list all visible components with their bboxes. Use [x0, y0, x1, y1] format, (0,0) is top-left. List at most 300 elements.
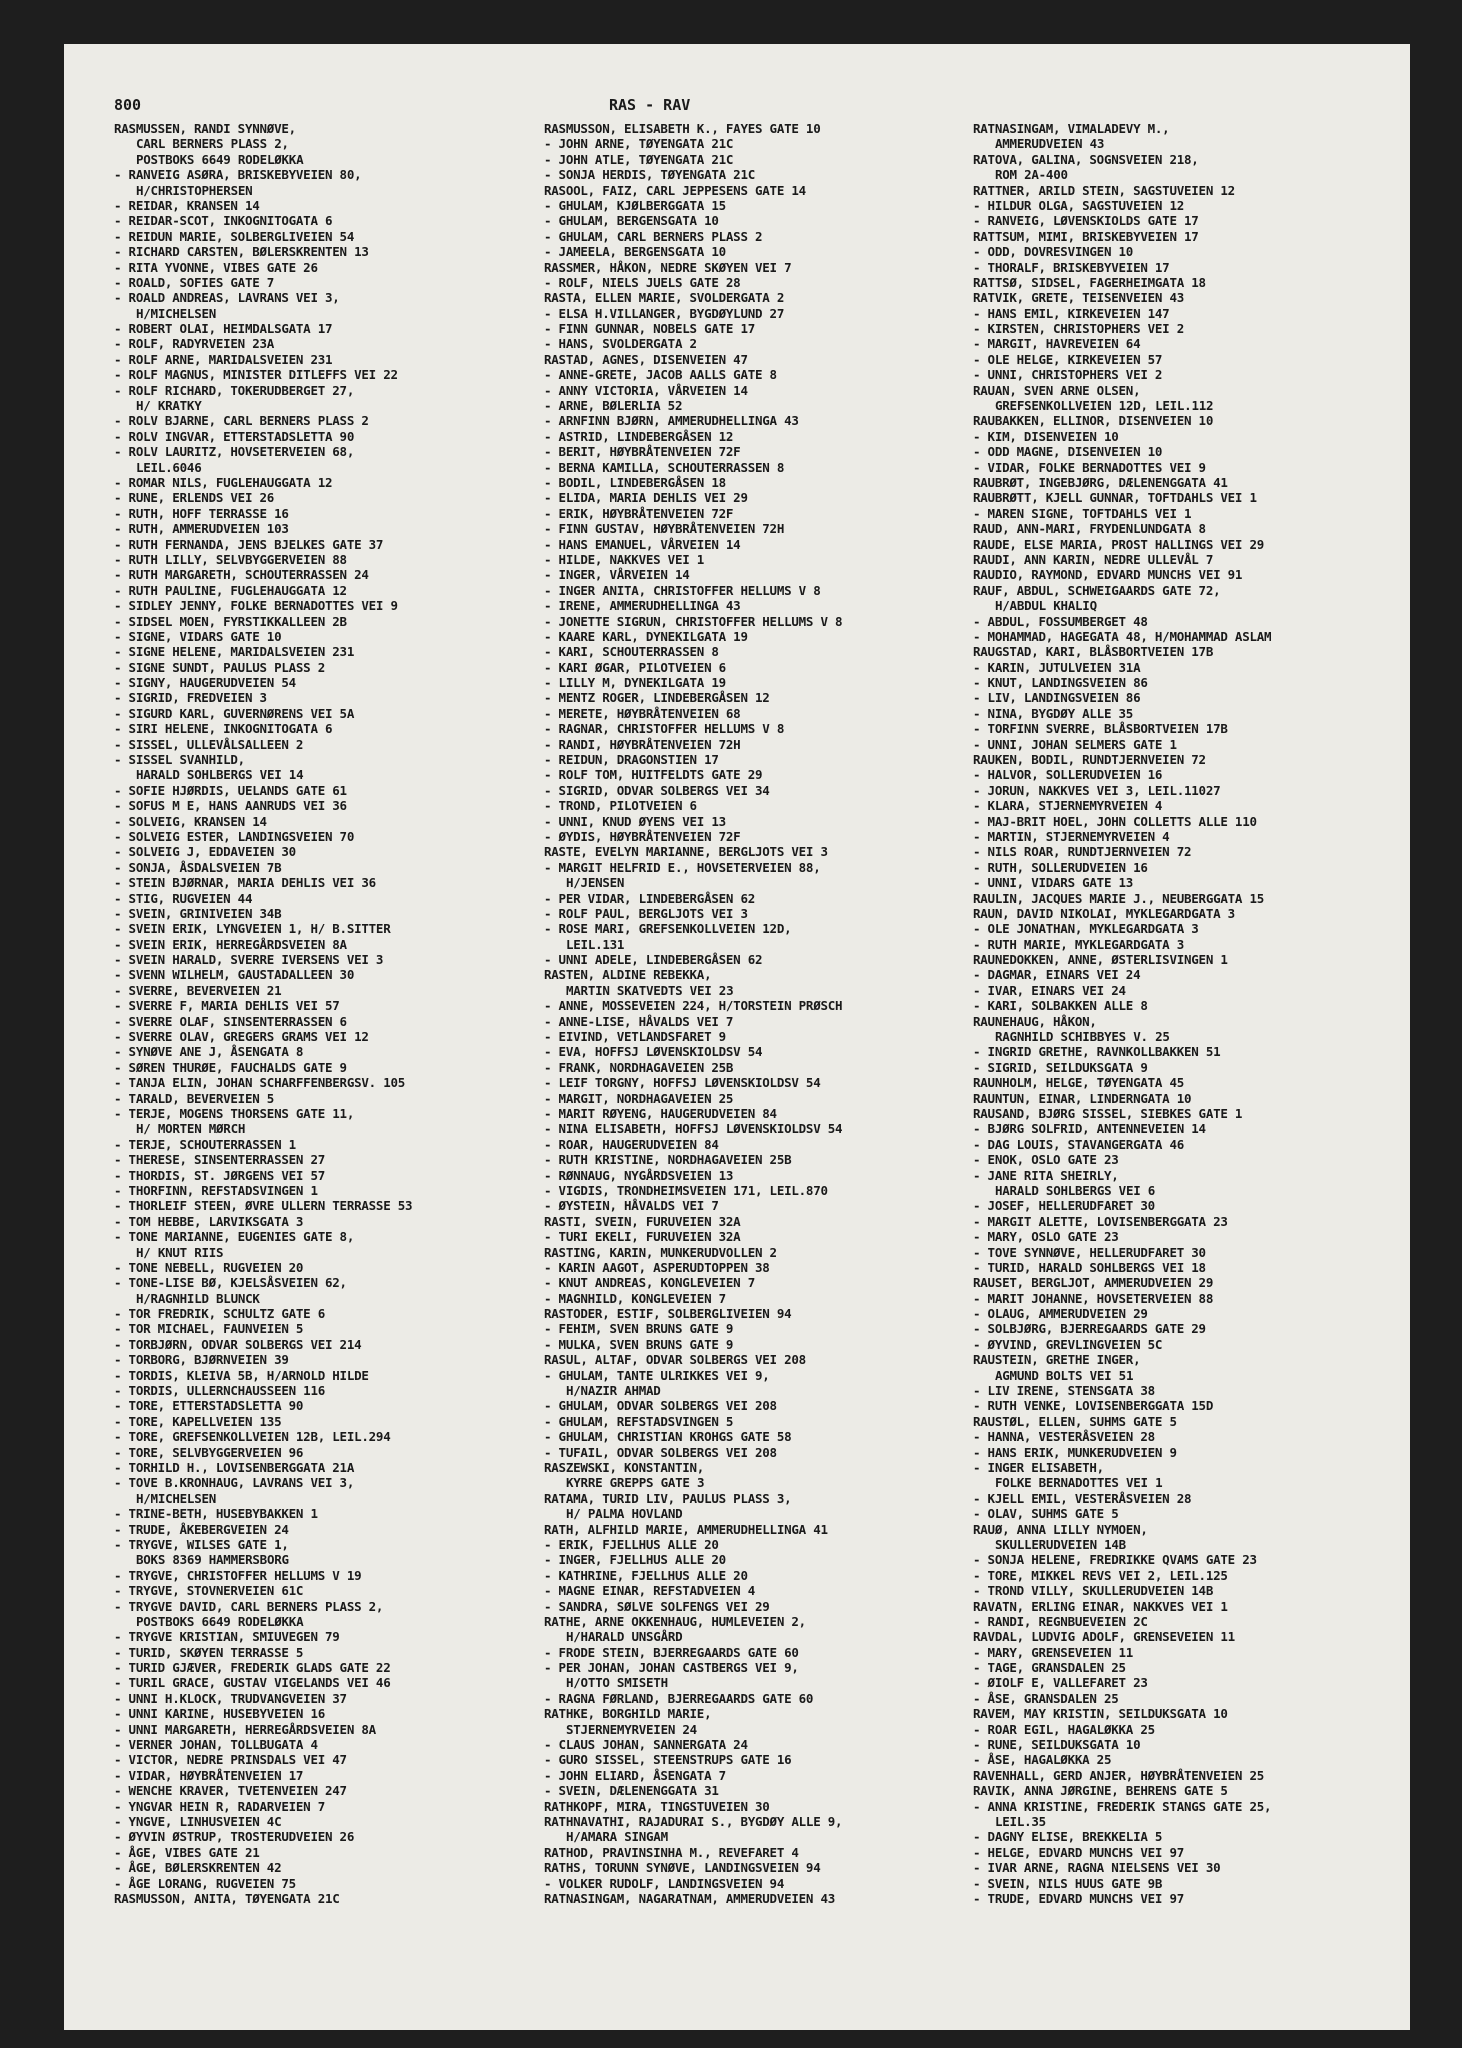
directory-entry: - ROLF MAGNUS, MINISTER DITLEFFS VEI 22 [114, 367, 398, 383]
directory-entry: - VIGDIS, TRONDHEIMSVEIEN 171, LEIL.870 [544, 1182, 828, 1198]
directory-entry: RASTA, ELLEN MARIE, SVOLDERGATA 2 [544, 290, 785, 306]
directory-entry: - GHULAM, KJØLBERGGATA 15 [544, 197, 726, 213]
directory-entry: - TORFINN SVERRE, BLÅSBORTVEIEN 17B [973, 721, 1228, 737]
directory-entry: - MARY, GRENSEVEIEN 11 [973, 1644, 1134, 1660]
directory-entry: - ODD, DOVRESVINGEN 10 [973, 244, 1134, 260]
directory-entry: - KARI ØGAR, PILOTVEIEN 6 [544, 659, 726, 675]
directory-entry: - HELGE, EDVARD MUNCHS VEI 97 [973, 1844, 1184, 1860]
directory-entry: - SØREN THURØE, FAUCHALDS GATE 9 [114, 1059, 347, 1075]
directory-entry: - SVEIN, NILS HUUS GATE 9B [973, 1875, 1163, 1891]
directory-entry: - THORALF, BRISKEBYVEIEN 17 [973, 259, 1170, 275]
directory-entry: - VERNER JOHAN, TOLLBUGATA 4 [114, 1737, 318, 1753]
directory-entry: RAUDIO, RAYMOND, EDVARD MUNCHS VEI 91 [973, 567, 1243, 583]
directory-entry: RAUNHOLM, HELGE, TØYENGATA 45 [973, 1075, 1184, 1091]
directory-entry: - ÅSE, HAGALØKKA 25 [973, 1752, 1112, 1768]
directory-entry: RAUSET, BERGLJOT, AMMERUDVEIEN 29 [973, 1275, 1214, 1291]
directory-entry: - TRYGVE, CHRISTOFFER HELLUMS V 19 [114, 1567, 362, 1583]
directory-entry: RASUL, ALTAF, ODVAR SOLBERGS VEI 208 [544, 1352, 806, 1368]
directory-entry: - UNNI MARGARETH, HERREGÅRDSVEIEN 8A [114, 1721, 376, 1737]
directory-entry: - INGER ANITA, CHRISTOFFER HELLUMS V 8 [544, 582, 821, 598]
directory-entry: - HILDUR OLGA, SAGSTUVEIEN 12 [973, 197, 1184, 213]
directory-entry: - MULKA, SVEN BRUNS GATE 9 [544, 1336, 734, 1352]
directory-entry: - MAGNHILD, KONGLEVEIEN 7 [544, 1290, 726, 1306]
directory-entry: RASMUSSON, ELISABETH K., FAYES GATE 10 [544, 121, 821, 136]
directory-entry: - SIGRID, ODVAR SOLBERGS VEI 34 [544, 782, 770, 798]
directory-entry: - THORLEIF STEEN, ØVRE ULLERN TERRASSE 53 [114, 1198, 413, 1214]
directory-entry: - SOLVEIG ESTER, LANDINGSVEIEN 70 [114, 828, 355, 844]
directory-entry: - FINN GUSTAV, HØYBRÅTENVEIEN 72H [544, 521, 785, 537]
directory-entry: - KNUT, LANDINGSVEIEN 86 [973, 675, 1148, 691]
directory-entry: - SANDRA, SØLVE SOLFENGS VEI 29 [544, 1598, 770, 1614]
directory-entry: H/ABDUL KHALIQ [995, 598, 1097, 614]
directory-entry: - LIV IRENE, STENSGATA 38 [973, 1383, 1155, 1399]
directory-entry: - STIG, RUGVEIEN 44 [114, 890, 253, 906]
directory-entry: - MARTIN, STJERNEMYRVEIEN 4 [973, 828, 1170, 844]
directory-entry: - FRANK, NORDHAGAVEIEN 25B [544, 1059, 734, 1075]
directory-entry: RAUF, ABDUL, SCHWEIGAARDS GATE 72, [973, 582, 1221, 598]
directory-entry: - ROLV INGVAR, ETTERSTADSLETTA 90 [114, 428, 355, 444]
directory-entry: - TORBORG, BJØRNVEIEN 39 [114, 1352, 289, 1368]
directory-entry: - DAGNY ELISE, BREKKELIA 5 [973, 1829, 1163, 1845]
directory-entry: RAVEM, MAY KRISTIN, SEILDUKSGATA 10 [973, 1706, 1228, 1722]
directory-entry: RATTNER, ARILD STEIN, SAGSTUVEIEN 12 [973, 182, 1235, 198]
directory-entry: - KLARA, STJERNEMYRVEIEN 4 [973, 798, 1163, 814]
directory-entry: - IRENE, AMMERUDHELLINGA 43 [544, 598, 741, 614]
directory-entry: - OLE HELGE, KIRKEVEIEN 57 [973, 351, 1163, 367]
directory-entry: RASMUSSEN, RANDI SYNNØVE, [114, 121, 296, 136]
directory-entry: - JORUN, NAKKVES VEI 3, LEIL.11027 [973, 782, 1221, 798]
directory-entry: - ROAR, HAUGERUDVEIEN 84 [544, 1136, 719, 1152]
directory-entry: - SOFUS M E, HANS AANRUDS VEI 36 [114, 798, 347, 814]
directory-entry: - TERJE, SCHOUTERRASSEN 1 [114, 1136, 296, 1152]
directory-entry: SKULLERUDVEIEN 14B [995, 1536, 1126, 1552]
directory-entry: - SYNØVE ANE J, ÅSENGATA 8 [114, 1044, 304, 1060]
directory-entry: RASTODER, ESTIF, SOLBERGLIVEIEN 94 [544, 1306, 792, 1322]
directory-entry: - TRYGVE DAVID, CARL BERNERS PLASS 2, [114, 1598, 384, 1614]
directory-entry: - ÅGE LORANG, RUGVEIEN 75 [114, 1875, 296, 1891]
directory-entry: RAUBRØT, INGEBJØRG, DÆLENENGGATA 41 [973, 474, 1228, 490]
directory-entry: - SIGNY, HAUGERUDVEIEN 54 [114, 675, 296, 691]
directory-entry: - JAMEELA, BERGENSGATA 10 [544, 244, 726, 260]
directory-entry: - SVERRE OLAV, GREGERS GRAMS VEI 12 [114, 1029, 369, 1045]
directory-entry: RAUØ, ANNA LILLY NYMOEN, [973, 1521, 1148, 1537]
directory-entry: - MARGIT, HAVREVEIEN 64 [973, 336, 1141, 352]
directory-entry: - ØIOLF E, VALLEFARET 23 [973, 1675, 1148, 1691]
directory-entry: - YNGVAR HEIN R, RADARVEIEN 7 [114, 1798, 325, 1814]
directory-entry: - KAARE KARL, DYNEKILGATA 19 [544, 628, 748, 644]
directory-entry: - UNNI, KNUD ØYENS VEI 13 [544, 813, 726, 829]
directory-entry: - ØYDIS, HØYBRÅTENVEIEN 72F [544, 828, 741, 844]
directory-entry: - KATHRINE, FJELLHUS ALLE 20 [544, 1567, 748, 1583]
directory-entry: - ARNFINN BJØRN, AMMERUDHELLINGA 43 [544, 413, 799, 429]
directory-entry: - SOFIE HJØRDIS, UELANDS GATE 61 [114, 782, 347, 798]
directory-entry: - BJØRG SOLFRID, ANTENNEVEIEN 14 [973, 1121, 1206, 1137]
directory-entry: - UNNI, CHRISTOPHERS VEI 2 [973, 367, 1163, 383]
directory-entry: - RUTH, AMMERUDVEIEN 103 [114, 521, 289, 537]
directory-entry: ROM 2A-400 [995, 167, 1068, 183]
directory-entry: - NINA ELISABETH, HOFFSJ LØVENSKIOLDSV 54 [544, 1121, 843, 1137]
directory-entry: - PER JOHAN, JOHAN CASTBERGS VEI 9, [544, 1660, 799, 1676]
directory-entry: - SONJA, ÅSDALSVEIEN 7B [114, 859, 282, 875]
directory-entry: - OLAV, SUHMS GATE 5 [973, 1506, 1119, 1522]
column-2 [544, 121, 964, 1906]
directory-entry: - SIGNE HELENE, MARIDALSVEIEN 231 [114, 644, 355, 660]
directory-entry: - MERETE, HØYBRÅTENVEIEN 68 [544, 705, 741, 721]
directory-entry: RATVIK, GRETE, TEISENVEIEN 43 [973, 290, 1184, 306]
directory-entry: H/AMARA SINGAM [566, 1829, 668, 1845]
directory-entry: - STEIN BJØRNAR, MARIA DEHLIS VEI 36 [114, 875, 376, 891]
directory-entry: - HILDE, NAKKVES VEI 1 [544, 551, 705, 567]
directory-entry: - TOR FREDRIK, SCHULTZ GATE 6 [114, 1306, 325, 1322]
directory-entry: - UNNI KARINE, HUSEBYVEIEN 16 [114, 1706, 325, 1722]
directory-entry: - MARIT RØYENG, HAUGERUDVEIEN 84 [544, 1106, 777, 1121]
directory-entry: - SOLVEIG, KRANSEN 14 [114, 813, 267, 829]
directory-entry: RAUKEN, BODIL, RUNDTJERNVEIEN 72 [973, 752, 1206, 768]
directory-entry: - OLAUG, AMMERUDVEIEN 29 [973, 1306, 1148, 1322]
directory-entry: - CLAUS JOHAN, SANNERGATA 24 [544, 1737, 748, 1753]
directory-entry: - KARIN AAGOT, ASPERUDTOPPEN 38 [544, 1259, 770, 1275]
directory-entry: RAVDAL, LUDVIG ADOLF, GRENSEVEIEN 11 [973, 1629, 1235, 1645]
directory-entry: - HANS, SVOLDERGATA 2 [544, 336, 697, 352]
directory-entry: - MARGIT HELFRID E., HOVSETERVEIEN 88, [544, 859, 821, 875]
directory-entry: RAVATN, ERLING EINAR, NAKKVES VEI 1 [973, 1598, 1228, 1614]
directory-entry: - TURI EKELI, FURUVEIEN 32A [544, 1229, 741, 1245]
directory-entry: - ROLF PAUL, BERGLJOTS VEI 3 [544, 905, 748, 921]
directory-entry: RAULIN, JACQUES MARIE J., NEUBERGGATA 15 [973, 890, 1265, 906]
directory-entry: - ABDUL, FOSSUMBERGET 48 [973, 613, 1148, 629]
directory-entry: RAUNEHAUG, HÅKON, [973, 1013, 1097, 1029]
directory-entry: - TORBJØRN, ODVAR SOLBERGS VEI 214 [114, 1336, 362, 1352]
directory-entry: - ÅGE, VIBES GATE 21 [114, 1844, 260, 1860]
directory-entry: - DAGMAR, EINARS VEI 24 [973, 967, 1141, 983]
directory-entry: - PER VIDAR, LINDEBERGÅSEN 62 [544, 890, 755, 906]
directory-entry: - RUTH KRISTINE, NORDHAGAVEIEN 25B [544, 1152, 792, 1168]
directory-entry: RAVENHALL, GERD ANJER, HØYBRÅTENVEIEN 25 [973, 1767, 1265, 1783]
directory-entry: - ASTRID, LINDEBERGÅSEN 12 [544, 428, 734, 444]
directory-entry: RATHNAVATHI, RAJADURAI S., BYGDØY ALLE 9, [544, 1813, 843, 1829]
directory-entry: - ANNA KRISTINE, FREDERIK STANGS GATE 25, [973, 1798, 1272, 1814]
directory-entry: - LILLY M, DYNEKILGATA 19 [544, 675, 726, 691]
directory-entry: - BERIT, HØYBRÅTENVEIEN 72F [544, 444, 741, 460]
directory-entry: - TRUDE, EDVARD MUNCHS VEI 97 [973, 1890, 1184, 1906]
directory-entry: - ANNE, MOSSEVEIEN 224, H/TORSTEIN PRØSCH [544, 998, 843, 1014]
directory-entry: - MAJ-BRIT HOEL, JOHN COLLETTS ALLE 110 [973, 813, 1257, 829]
directory-entry: - TROND, PILOTVEIEN 6 [544, 798, 697, 814]
directory-entry: - INGER, VÅRVEIEN 14 [544, 567, 690, 583]
directory-entry: - RUTH MARGARETH, SCHOUTERRASSEN 24 [114, 567, 369, 583]
directory-entry: RAUGSTAD, KARI, BLÅSBORTVEIEN 17B [973, 644, 1214, 660]
directory-entry: - ROLF, RADYRVEIEN 23A [114, 336, 275, 352]
directory-entry: - RITA YVONNE, VIBES GATE 26 [114, 259, 318, 275]
directory-entry: - RANVEIG ASØRA, BRISKEBYVEIEN 80, [114, 167, 362, 183]
directory-entry: - SVEIN HARALD, SVERRE IVERSENS VEI 3 [114, 952, 384, 968]
directory-entry: - UNNI, VIDARS GATE 13 [973, 875, 1134, 891]
directory-entry: - TORE, MIKKEL REVS VEI 2, LEIL.125 [973, 1567, 1228, 1583]
directory-entry: RATTSØ, SIDSEL, FAGERHEIMGATA 18 [973, 274, 1206, 290]
directory-entry: - TRUDE, ÅKEBERGVEIEN 24 [114, 1521, 289, 1537]
directory-entry: - TOVE SYNNØVE, HELLERUDFARET 30 [973, 1244, 1206, 1260]
directory-entry: - MAGNE EINAR, REFSTADVEIEN 4 [544, 1583, 755, 1599]
directory-entry: - SIGNE, VIDARS GATE 10 [114, 628, 282, 644]
page-header [64, 96, 1410, 116]
directory-entry: - TOR MICHAEL, FAUNVEIEN 5 [114, 1321, 304, 1337]
directory-entry: H/OTTO SMISETH [566, 1675, 668, 1691]
directory-entry: POSTBOKS 6649 RODELØKKA [136, 151, 304, 167]
directory-entry: - ERIK, HØYBRÅTENVEIEN 72F [544, 505, 734, 521]
directory-entry: - ELIDA, MARIA DEHLIS VEI 29 [544, 490, 748, 506]
directory-entry: - HANNA, VESTERÅSVEIEN 28 [973, 1429, 1155, 1445]
directory-entry: RATHOD, PRAVINSINHA M., REVEFARET 4 [544, 1844, 799, 1860]
directory-entry: HARALD SOHLBERGS VEI 14 [136, 767, 304, 783]
directory-entry: H/JENSEN [566, 875, 625, 891]
directory-entry: - ÅSE, GRANSDALEN 25 [973, 1690, 1119, 1706]
directory-entry: - ROLV BJARNE, CARL BERNERS PLASS 2 [114, 413, 369, 429]
directory-entry: - INGER ELISABETH, [973, 1459, 1104, 1475]
directory-entry: - ROALD, SOFIES GATE 7 [114, 274, 275, 290]
directory-entry: - TAGE, GRANSDALEN 25 [973, 1660, 1126, 1676]
directory-entry: - ROBERT OLAI, HEIMDALSGATA 17 [114, 321, 333, 337]
directory-entry: - TURIL GRACE, GUSTAV VIGELANDS VEI 46 [114, 1675, 391, 1691]
directory-entry: - ROLF RICHARD, TOKERUDBERGET 27, [114, 382, 355, 398]
directory-entry: - VIDAR, HØYBRÅTENVEIEN 17 [114, 1767, 304, 1783]
column-1 [114, 121, 534, 1906]
directory-entry: - RUTH, SOLLERUDVEIEN 16 [973, 859, 1148, 875]
directory-entry: - KIRSTEN, CHRISTOPHERS VEI 2 [973, 321, 1184, 337]
directory-entry: - KNUT ANDREAS, KONGLEVEIEN 7 [544, 1275, 755, 1291]
directory-entry: - RUTH, HOFF TERRASSE 16 [114, 505, 289, 521]
directory-entry: - IVAR ARNE, RAGNA NIELSENS VEI 30 [973, 1860, 1221, 1876]
directory-entry: RATHKE, BORGHILD MARIE, [544, 1706, 712, 1722]
directory-entry: RAUDI, ANN KARIN, NEDRE ULLEVÅL 7 [973, 551, 1214, 567]
directory-entry: AMMERUDVEIEN 43 [995, 136, 1105, 152]
directory-entry: - JANE RITA SHEIRLY, [973, 1167, 1119, 1183]
directory-entry: - GHULAM, BERGENSGATA 10 [544, 213, 719, 229]
directory-entry: - TURID, HARALD SOHLBERGS VEI 18 [973, 1259, 1206, 1275]
directory-entry: - HALVOR, SOLLERUDVEIEN 16 [973, 767, 1163, 783]
directory-entry: RAUD, ANN-MARI, FRYDENLUNDGATA 8 [973, 521, 1206, 537]
directory-entry: - JOHN ATLE, TØYENGATA 21C [544, 151, 734, 167]
directory-entry: - TONE NEBELL, RUGVEIEN 20 [114, 1259, 304, 1275]
directory-entry: - YNGVE, LINHUSVEIEN 4C [114, 1813, 282, 1829]
directory-entry: - ØYSTEIN, HÅVALDS VEI 7 [544, 1198, 719, 1214]
directory-entry: - SVEIN ERIK, HERREGÅRDSVEIEN 8A [114, 936, 347, 952]
page-number: 800 [114, 96, 142, 114]
directory-entry: - THORFINN, REFSTADSVINGEN 1 [114, 1182, 318, 1198]
directory-entry: - REIDAR-SCOT, INKOGNITOGATA 6 [114, 213, 333, 229]
directory-entry: - ANNE-LISE, HÅVALDS VEI 7 [544, 1013, 734, 1029]
directory-entry: - SVERRE F, MARIA DEHLIS VEI 57 [114, 998, 340, 1014]
directory-entry: RATHE, ARNE OKKENHAUG, HUMLEVEIEN 2, [544, 1613, 806, 1629]
directory-entry: - KIM, DISENVEIEN 10 [973, 428, 1119, 444]
directory-entry: - EVA, HOFFSJ LØVENSKIOLDSV 54 [544, 1044, 763, 1060]
directory-entry: - REIDAR, KRANSEN 14 [114, 197, 260, 213]
directory-entry: RAUNTUN, EINAR, LINDERNGATA 10 [973, 1090, 1192, 1106]
directory-entry: LEIL.131 [566, 936, 625, 952]
directory-entry: MARTIN SKATVEDTS VEI 23 [566, 982, 734, 998]
directory-entry: LEIL.35 [995, 1813, 1046, 1829]
directory-entry: H/CHRISTOPHERSEN [136, 182, 253, 198]
directory-entry: RAUAN, SVEN ARNE OLSEN, [973, 382, 1141, 398]
directory-entry: - ØYVIN ØSTRUP, TROSTERUDVEIEN 26 [114, 1829, 355, 1845]
directory-entry: - RICHARD CARSTEN, BØLERSKRENTEN 13 [114, 244, 369, 260]
directory-entry: - GHULAM, REFSTADSVINGEN 5 [544, 1413, 734, 1429]
directory-entry: - KARI, SOLBAKKEN ALLE 8 [973, 998, 1148, 1014]
directory-entry: RAVIK, ANNA JØRGINE, BEHRENS GATE 5 [973, 1783, 1228, 1799]
directory-entry: - SOLVEIG J, EDDAVEIEN 30 [114, 844, 296, 860]
directory-entry: - ROLF TOM, HUITFELDTS GATE 29 [544, 767, 763, 783]
directory-entry: RATOVA, GALINA, SOGNSVEIEN 218, [973, 151, 1199, 167]
directory-entry: - ROAR EGIL, HAGALØKKA 25 [973, 1721, 1155, 1737]
directory-entry: RATHKOPF, MIRA, TINGSTUVEIEN 30 [544, 1798, 770, 1814]
directory-entry: RAUDE, ELSE MARIA, PROST HALLINGS VEI 29 [973, 536, 1265, 552]
directory-entry: - GHULAM, CARL BERNERS PLASS 2 [544, 228, 763, 244]
directory-entry: - TORDIS, ULLERNCHAUSSEEN 116 [114, 1383, 325, 1399]
directory-entry: - GHULAM, TANTE ULRIKKES VEI 9, [544, 1367, 770, 1383]
directory-entry: - TURID, SKØYEN TERRASSE 5 [114, 1644, 304, 1660]
directory-entry: - TRINE-BETH, HUSEBYBAKKEN 1 [114, 1506, 318, 1522]
directory-entry: RASOOL, FAIZ, CARL JEPPESENS GATE 14 [544, 182, 806, 198]
directory-entry: - TRYGVE KRISTIAN, SMIUVEGEN 79 [114, 1629, 340, 1645]
directory-entry: KYRRE GREPPS GATE 3 [566, 1475, 705, 1491]
directory-entry: - RUTH PAULINE, FUGLEHAUGGATA 12 [114, 582, 347, 598]
directory-entry: - ROSE MARI, GREFSENKOLLVEIEN 12D, [544, 921, 792, 937]
directory-entry: - ANNY VICTORIA, VÅRVEIEN 14 [544, 382, 748, 398]
directory-entry: RASTE, EVELYN MARIANNE, BERGLJOTS VEI 3 [544, 844, 828, 860]
directory-entry: - UNNI H.KLOCK, TRUDVANGVEIEN 37 [114, 1690, 347, 1706]
directory-entry: - RUTH MARIE, MYKLEGARDGATA 3 [973, 936, 1184, 952]
directory-entry: - RUTH LILLY, SELVBYGGERVEIEN 88 [114, 551, 347, 567]
directory-entry: H/ KRATKY [136, 398, 202, 414]
directory-entry: H/RAGNHILD BLUNCK [136, 1290, 260, 1306]
directory-entry: - DAG LOUIS, STAVANGERGATA 46 [973, 1136, 1184, 1152]
directory-entry: RASSMER, HÅKON, NEDRE SKØYEN VEI 7 [544, 259, 792, 275]
directory-entry: - JONETTE SIGRUN, CHRISTOFFER HELLUMS V 8 [544, 613, 843, 629]
directory-entry: - RUTH VENKE, LOVISENBERGGATA 15D [973, 1398, 1214, 1414]
directory-entry: - TRYGVE, WILSES GATE 1, [114, 1536, 289, 1552]
directory-entry: - SVEIN ERIK, LYNGVEIEN 1, H/ B.SITTER [114, 921, 391, 937]
directory-entry: RAGNHILD SCHIBBYES V. 25 [995, 1029, 1170, 1045]
directory-entry: CARL BERNERS PLASS 2, [136, 136, 289, 152]
directory-entry: - TOVE B.KRONHAUG, LAVRANS VEI 3, [114, 1475, 355, 1491]
directory-entry: H/MICHELSEN [136, 1490, 217, 1506]
directory-entry: - THORDIS, ST. JØRGENS VEI 57 [114, 1167, 325, 1183]
directory-entry: - MARGIT ALETTE, LOVISENBERGGATA 23 [973, 1213, 1228, 1229]
directory-entry: - NILS ROAR, RUNDTJERNVEIEN 72 [973, 844, 1192, 860]
directory-page [64, 44, 1410, 2030]
directory-entry: - SIGRID, SEILDUKSGATA 9 [973, 1059, 1148, 1075]
directory-entry: - RUNE, SEILDUKSGATA 10 [973, 1737, 1141, 1753]
directory-entry: - TUFAIL, ODVAR SOLBERGS VEI 208 [544, 1444, 777, 1460]
directory-entry: RASTI, SVEIN, FURUVEIEN 32A [544, 1213, 741, 1229]
directory-entry: FOLKE BERNADOTTES VEI 1 [995, 1475, 1163, 1491]
directory-entry: - SVEIN, DÆLENENGGATA 31 [544, 1783, 719, 1799]
directory-entry: AGMUND BOLTS VEI 51 [995, 1367, 1134, 1383]
directory-entry: RATTSUM, MIMI, BRISKEBYVEIEN 17 [973, 228, 1199, 244]
directory-entry: - SONJA HELENE, FREDRIKKE QVAMS GATE 23 [973, 1552, 1257, 1568]
directory-entry: POSTBOKS 6649 RODELØKKA [136, 1613, 304, 1629]
directory-entry: - HANS EMIL, KIRKEVEIEN 147 [973, 305, 1170, 321]
directory-entry: - RUTH FERNANDA, JENS BJELKES GATE 37 [114, 536, 384, 552]
directory-entry: - NINA, BYGDØY ALLE 35 [973, 705, 1134, 721]
directory-entry: - SVERRE OLAF, SINSENTERRASSEN 6 [114, 1013, 347, 1029]
directory-entry: - RANVEIG, LØVENSKIOLDS GATE 17 [973, 213, 1199, 229]
directory-entry: RASTAD, AGNES, DISENVEIEN 47 [544, 351, 748, 367]
directory-entry: - GURO SISSEL, STEENSTRUPS GATE 16 [544, 1752, 792, 1768]
directory-entry: - KJELL EMIL, VESTERÅSVEIEN 28 [973, 1490, 1192, 1506]
directory-entry: - TORE, KAPELLVEIEN 135 [114, 1413, 282, 1429]
directory-entry: RAUSAND, BJØRG SISSEL, SIEBKES GATE 1 [973, 1106, 1243, 1121]
directory-entry: - TRYGVE, STOVNERVEIEN 61C [114, 1583, 304, 1599]
directory-entry: - UNNI, JOHAN SELMERS GATE 1 [973, 736, 1177, 752]
directory-entry: - VICTOR, NEDRE PRINSDALS VEI 47 [114, 1752, 347, 1768]
directory-entry: - JOHN ARNE, TØYENGATA 21C [544, 136, 734, 152]
directory-entry: - TORE, ETTERSTADSLETTA 90 [114, 1398, 304, 1414]
directory-entry: RATNASINGAM, VIMALADEVY M., [973, 121, 1170, 136]
directory-entry: - MENTZ ROGER, LINDEBERGÅSEN 12 [544, 690, 770, 706]
directory-entry: - MOHAMMAD, HAGEGATA 48, H/MOHAMMAD ASLAM [973, 628, 1272, 644]
directory-entry: - FEHIM, SVEN BRUNS GATE 9 [544, 1321, 734, 1337]
directory-entry: - TOM HEBBE, LARVIKSGATA 3 [114, 1213, 304, 1229]
directory-entry: - TERJE, MOGENS THORSENS GATE 11, [114, 1106, 355, 1121]
directory-entry: - INGRID GRETHE, RAVNKOLLBAKKEN 51 [973, 1044, 1221, 1060]
directory-entry: - ROLF ARNE, MARIDALSVEIEN 231 [114, 351, 333, 367]
directory-entry: - TROND VILLY, SKULLERUDVEIEN 14B [973, 1583, 1214, 1599]
directory-entry: - THERESE, SINSENTERRASSEN 27 [114, 1152, 325, 1168]
directory-entry: - REIDUN MARIE, SOLBERGLIVEIEN 54 [114, 228, 355, 244]
directory-entry: - RØNNAUG, NYGÅRDSVEIEN 13 [544, 1167, 734, 1183]
directory-entry: - ØYVIND, GREVLINGVEIEN 5C [973, 1336, 1163, 1352]
directory-entry: - UNNI ADELE, LINDEBERGÅSEN 62 [544, 952, 763, 968]
directory-entry: LEIL.6046 [136, 459, 202, 475]
directory-entry: - OLE JONATHAN, MYKLEGARDGATA 3 [973, 921, 1199, 937]
directory-entry: - TURID GJÆVER, FREDERIK GLADS GATE 22 [114, 1660, 391, 1676]
directory-entry: - KARIN, JUTULVEIEN 31A [973, 659, 1141, 675]
directory-entry: - ROALD ANDREAS, LAVRANS VEI 3, [114, 290, 340, 306]
directory-entry: - BODIL, LINDEBERGÅSEN 18 [544, 474, 726, 490]
directory-entry: - ROMAR NILS, FUGLEHAUGGATA 12 [114, 474, 333, 490]
directory-entry: - ODD MAGNE, DISENVEIEN 10 [973, 444, 1163, 460]
directory-entry: - TANJA ELIN, JOHAN SCHARFFENBERGSV. 105 [114, 1075, 406, 1091]
directory-entry: - TONE MARIANNE, EUGENIES GATE 8, [114, 1229, 355, 1245]
directory-entry: - HANS ERIK, MUNKERUDVEIEN 9 [973, 1444, 1177, 1460]
directory-entry: RATH, ALFHILD MARIE, AMMERUDHELLINGA 41 [544, 1521, 828, 1537]
directory-entry: RATHS, TORUNN SYNØVE, LANDINGSVEIEN 94 [544, 1860, 821, 1876]
directory-entry: - ENOK, OSLO GATE 23 [973, 1152, 1119, 1168]
directory-entry: - BERNA KAMILLA, SCHOUTERRASSEN 8 [544, 459, 785, 475]
directory-entry: - TORHILD H., LOVISENBERGGATA 21A [114, 1459, 355, 1475]
directory-entry: RASTING, KARIN, MUNKERUDVOLLEN 2 [544, 1244, 777, 1260]
directory-entry: - FRODE STEIN, BJERREGAARDS GATE 60 [544, 1644, 799, 1660]
directory-entry: - SOLBJØRG, BJERREGAARDS GATE 29 [973, 1321, 1206, 1337]
directory-entry: - TARALD, BEVERVEIEN 5 [114, 1090, 275, 1106]
directory-entry: - EIVIND, VETLANDSFARET 9 [544, 1029, 726, 1045]
directory-entry: - ÅGE, BØLERSKRENTEN 42 [114, 1860, 282, 1876]
directory-entry: H/ MORTEN MØRCH [136, 1121, 246, 1137]
directory-entry: H/HARALD UNSGÅRD [566, 1629, 683, 1645]
directory-entry: HARALD SOHLBERGS VEI 6 [995, 1182, 1156, 1198]
directory-entry: - RAGNAR, CHRISTOFFER HELLUMS V 8 [544, 721, 785, 737]
directory-entry: - RAGNA FØRLAND, BJERREGAARDS GATE 60 [544, 1690, 814, 1706]
directory-entry: - SVENN WILHELM, GAUSTADALLEEN 30 [114, 967, 355, 983]
directory-entry: - MAREN SIGNE, TOFTDAHLS VEI 1 [973, 505, 1192, 521]
directory-entry: GREFSENKOLLVEIEN 12D, LEIL.112 [995, 398, 1214, 414]
directory-entry: - RUNE, ERLENDS VEI 26 [114, 490, 275, 506]
directory-entry: RASMUSSON, ANITA, TØYENGATA 21C [114, 1890, 340, 1906]
directory-entry: - SIGNE SUNDT, PAULUS PLASS 2 [114, 659, 325, 675]
directory-entry: - REIDUN, DRAGONSTIEN 17 [544, 752, 719, 768]
directory-entry: - SVEIN, GRINIVEIEN 34B [114, 905, 282, 921]
page-range-heading: RAS - RAV [609, 96, 691, 114]
